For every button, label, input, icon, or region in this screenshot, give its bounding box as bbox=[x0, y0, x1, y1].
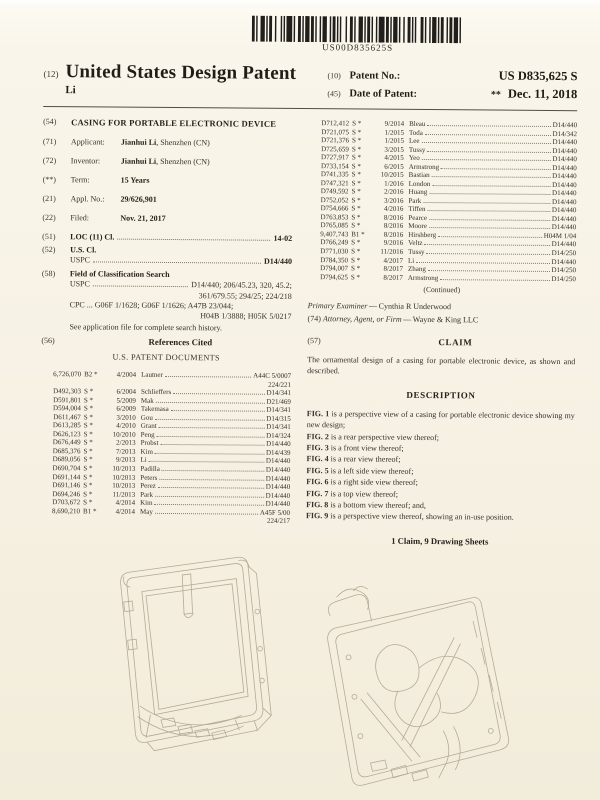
term-label: Term: bbox=[70, 175, 90, 185]
dot-leader bbox=[416, 261, 549, 263]
field-code-45: (45) bbox=[327, 89, 341, 99]
appl-no-label: Appl. No.: bbox=[70, 193, 105, 204]
inventor-label: Inventor: bbox=[70, 156, 101, 166]
reference-row: D691,144 S * 10/2013 Peters D14/440 bbox=[52, 472, 291, 483]
field-code: (**) bbox=[42, 174, 57, 184]
dot-leader bbox=[432, 176, 551, 178]
search-uspc-label: USPC bbox=[69, 279, 90, 289]
primary-examiner-label: Primary Examiner bbox=[307, 301, 368, 311]
separator: — bbox=[401, 314, 413, 324]
uspc-label: USPC bbox=[69, 255, 91, 265]
barcode-image bbox=[252, 16, 464, 44]
filed-label: Filed: bbox=[70, 212, 90, 223]
page-title: United States Design Patent bbox=[65, 61, 297, 84]
header-right bbox=[327, 63, 577, 105]
patent-no-label: Patent No.: bbox=[349, 70, 401, 82]
reference-row: D721,376 S * 1/2015 Lee D14/440 bbox=[321, 136, 577, 147]
drawing-sheet bbox=[38, 546, 574, 800]
dot-leader bbox=[155, 513, 258, 515]
reference-row: D691,146 S * 10/2013 Perez D14/440 bbox=[52, 481, 291, 491]
claim-text: The ornamental design of a casing for portable electronic device, as shown and described. bbox=[307, 355, 576, 376]
page-content bbox=[38, 8, 578, 800]
uspc-value: D14/440 bbox=[263, 257, 293, 267]
reference-row: D794,625 S * 8/2017 Armstrong D14/250 bbox=[320, 272, 576, 283]
references-continued: (Continued) bbox=[423, 285, 461, 295]
dot-leader bbox=[157, 436, 265, 438]
field-code-10: (10) bbox=[327, 71, 341, 81]
references-table-left bbox=[40, 370, 291, 526]
field-code: (21) bbox=[42, 193, 56, 203]
field-58-search bbox=[41, 269, 291, 334]
search-uspc-values-1: D14/440; 206/45.23, 320, 45.2; bbox=[191, 280, 292, 291]
dot-leader bbox=[160, 444, 264, 446]
field-52-us-cl bbox=[42, 245, 292, 268]
figure-descriptions bbox=[306, 408, 575, 524]
dot-leader bbox=[432, 185, 550, 187]
description-title: DESCRIPTION bbox=[406, 390, 476, 401]
references-cited-title: References Cited bbox=[148, 336, 213, 348]
patent-header bbox=[43, 61, 577, 105]
dot-leader bbox=[441, 168, 550, 170]
date-of-patent bbox=[439, 86, 577, 102]
dot-leader bbox=[429, 193, 550, 195]
us-cl-label: U.S. Cl. bbox=[70, 245, 97, 255]
dot-leader bbox=[425, 244, 550, 246]
dot-leader bbox=[155, 419, 264, 421]
figure-description-line: FIG. 1 is a perspective view of a casing for portable electronic device showing my new design; bbox=[306, 409, 575, 430]
appl-no-value: 29/626,901 bbox=[120, 194, 157, 204]
figure-2-rear-perspective-drawing bbox=[298, 574, 538, 800]
dot-leader bbox=[428, 270, 550, 272]
field-code: (52) bbox=[42, 244, 56, 255]
references-table-right bbox=[308, 119, 577, 283]
field-code: (22) bbox=[42, 212, 56, 222]
claims-drawing-sheets-note: 1 Claim, 9 Drawing Sheets bbox=[391, 535, 489, 547]
filed-value: Nov. 21, 2017 bbox=[120, 213, 166, 223]
figure-description-line: FIG. 9 is a perspective view thereof, showing an in-use position. bbox=[305, 511, 514, 522]
reference-row: D727,917 S * 4/2015 Yeo D14/440 bbox=[320, 153, 577, 164]
header-left bbox=[43, 61, 327, 103]
reference-row: D626,123 S * 10/2010 Peng D14/324 bbox=[52, 429, 291, 440]
inventor-name: Jianhui Li bbox=[120, 156, 157, 166]
reference-row: D690,704 S * 10/2013 Padilla D14/440 bbox=[52, 464, 291, 474]
dot-leader bbox=[149, 461, 264, 463]
dot-leader bbox=[162, 470, 264, 472]
field-56-references bbox=[41, 336, 291, 349]
invention-title: CASING FOR PORTABLE ELECTRONIC DEVICE bbox=[71, 117, 277, 129]
reference-row: D765,085 S * 8/2016 Moore D14/440 bbox=[320, 221, 577, 232]
reference-row: D794,007 S * 8/2017 Zhang D14/250 bbox=[320, 264, 576, 275]
dot-leader bbox=[421, 142, 550, 144]
search-cpc-values-2: H04B 1/3888; H05K 5/0217 bbox=[200, 311, 292, 322]
right-column bbox=[306, 119, 577, 548]
dot-leader bbox=[93, 286, 188, 288]
reference-row: D591,801 S * 5/2009 Mak D21/469 bbox=[53, 395, 291, 406]
header-divider bbox=[43, 106, 577, 111]
field-code: (51) bbox=[42, 231, 56, 241]
figure-description-line: FIG. 7 is a top view thereof; bbox=[306, 488, 399, 499]
reference-row-continuation: 224/221 bbox=[268, 380, 292, 389]
page-edge-shadow bbox=[0, 0, 9, 800]
dot-leader bbox=[171, 410, 265, 412]
us-patent-documents-title: U.S. PATENT DOCUMENTS bbox=[112, 353, 221, 363]
figure-1-perspective-drawing bbox=[80, 546, 294, 786]
field-code: (56) bbox=[41, 336, 55, 346]
search-uspc-values-2: 361/679.55; 294/25; 224/218 bbox=[198, 290, 292, 301]
dot-leader bbox=[428, 210, 550, 212]
reference-row: D492,303 S * 6/2004 Schlieffers D14/341 bbox=[53, 387, 292, 398]
separator: — bbox=[367, 301, 379, 311]
applicant-location: , Shenzhen (CN) bbox=[156, 137, 210, 148]
dot-leader bbox=[165, 376, 251, 378]
dot-leader bbox=[427, 151, 550, 153]
dot-leader bbox=[173, 393, 264, 395]
figure-description-line: FIG. 8 is a bottom view thereof; and, bbox=[306, 499, 426, 510]
field-54-title bbox=[43, 117, 293, 131]
reference-row: 6,726,070 B2 * 4/2004 Lautner A44C 5/0007 bbox=[53, 370, 292, 381]
reference-row: D747,321 S * 1/2016 London D14/440 bbox=[320, 178, 577, 189]
dot-leader bbox=[425, 134, 551, 136]
reference-row: D676,449 S * 2/2013 Probst D14/440 bbox=[52, 438, 291, 449]
figure-description-line: FIG. 4 is a rear view thereof; bbox=[306, 454, 401, 465]
dot-leader bbox=[158, 487, 264, 489]
figure-description-line: FIG. 3 is a front view thereof; bbox=[306, 443, 404, 453]
field-code-12: (12) bbox=[43, 68, 59, 80]
reference-row: D721,075 S * 1/2015 Toda D14/342 bbox=[321, 127, 578, 138]
field-code: (72) bbox=[42, 155, 57, 166]
barcode-text: US00D835625S bbox=[322, 42, 394, 53]
reference-row: D771,030 S * 11/2016 Tussy D14/250 bbox=[320, 247, 577, 258]
applicant-name: Jianhui Li bbox=[120, 137, 157, 147]
dot-leader bbox=[427, 253, 550, 255]
reference-row: D749,592 S * 2/2016 Huang D14/440 bbox=[320, 187, 577, 198]
dot-leader bbox=[159, 478, 263, 480]
field-72-inventor bbox=[43, 156, 293, 168]
search-label: Field of Classification Search bbox=[69, 268, 170, 279]
applicant-label: Applicant: bbox=[70, 137, 105, 147]
field-57-claim bbox=[307, 336, 575, 350]
reference-row: D733,154 S * 6/2015 Armstrong D14/440 bbox=[320, 161, 577, 172]
figure-description-line: FIG. 5 is a left side view thereof; bbox=[306, 465, 414, 476]
dot-leader bbox=[423, 202, 550, 204]
reference-row: D741,335 S * 10/2015 Bastian D14/440 bbox=[320, 170, 577, 181]
reference-row: D689,056 S * 9/2013 Li D14/440 bbox=[52, 455, 291, 466]
field-code: (71) bbox=[42, 137, 57, 147]
reference-row: 8,690,210 B1 * 4/2014 May A45F 5/00 bbox=[52, 506, 291, 517]
reference-row: D712,412 S * 9/2014 Bleau D14/440 bbox=[321, 119, 578, 130]
reference-row-continuation: 224/217 bbox=[266, 516, 291, 526]
figure-description-line: FIG. 6 is a right side view thereof; bbox=[306, 477, 418, 488]
search-cpc-values-1: G06F 1/1628; G06F 1/1626; A47B 23/044; bbox=[94, 300, 234, 311]
reference-row: D685,376 S * 7/2013 Kim D14/439 bbox=[52, 447, 291, 457]
dot-leader bbox=[155, 504, 264, 506]
loc-label: LOC (11) Cl. bbox=[70, 231, 115, 242]
figure-description-line: FIG. 2 is a rear perspective view thereof; bbox=[306, 431, 440, 442]
reference-row: D784,350 S * 4/2017 Li D14/440 bbox=[320, 255, 577, 266]
inventor-location: , Shenzhen (CN) bbox=[156, 156, 210, 167]
field-51-loc bbox=[42, 232, 292, 244]
reference-row: D766,249 S * 9/2016 Veltz D14/440 bbox=[320, 238, 577, 249]
term-asterisks: ** bbox=[490, 89, 501, 101]
dot-leader bbox=[440, 279, 549, 281]
field-21-appl-no bbox=[42, 194, 292, 206]
patent-number: US D835,625 S bbox=[498, 68, 578, 84]
dot-leader bbox=[422, 159, 551, 161]
dot-leader bbox=[93, 262, 261, 264]
dot-leader bbox=[427, 125, 550, 127]
attorney-name: Wayne & King LLC bbox=[412, 314, 479, 325]
field-term bbox=[43, 175, 293, 187]
dot-leader bbox=[429, 227, 550, 229]
primary-examiner-name: Cynthia R Underwood bbox=[378, 301, 452, 312]
patent-date: Dec. 11, 2018 bbox=[507, 86, 578, 102]
dot-leader bbox=[159, 427, 265, 429]
dot-leader bbox=[429, 219, 550, 221]
loc-value: 14-02 bbox=[273, 233, 293, 243]
dot-leader bbox=[117, 238, 270, 240]
reference-row: D694,246 S * 11/2013 Park D14/440 bbox=[52, 489, 291, 500]
dot-leader bbox=[155, 495, 264, 497]
search-cpc-label: CPC ... bbox=[69, 300, 93, 310]
date-of-patent-label: Date of Patent: bbox=[349, 88, 418, 100]
field-22-filed bbox=[42, 213, 292, 225]
examiner-block bbox=[308, 301, 576, 326]
reference-row: D703,672 S * 4/2014 Kim D14/440 bbox=[52, 498, 291, 509]
barcode bbox=[252, 16, 464, 54]
reference-row: D763,853 S * 8/2016 Pearce D14/440 bbox=[320, 213, 577, 224]
term-value: 15 Years bbox=[120, 175, 150, 185]
attorney-label: Attorney, Agent, or Firm bbox=[322, 314, 402, 324]
reference-row: D613,285 S * 4/2010 Grant D14/341 bbox=[52, 421, 291, 432]
reference-row: D611,467 S * 3/2010 Gou D14/315 bbox=[53, 412, 291, 423]
reference-row: D725,659 S * 3/2015 Tussy D14/440 bbox=[321, 144, 577, 155]
field-code: (57) bbox=[307, 336, 321, 346]
dot-leader bbox=[438, 236, 542, 238]
reference-row: D752,052 S * 3/2016 Park D14/440 bbox=[320, 195, 577, 206]
search-history-note: See application file for complete search history. bbox=[69, 321, 223, 333]
field-71-applicant bbox=[43, 137, 293, 149]
reference-row: D594,004 S * 6/2009 Takemasa D14/341 bbox=[53, 404, 291, 415]
reference-row: 9,407,743 B1 * 8/2016 Hirshberg H04M 1/04 bbox=[320, 230, 577, 241]
claim-title: CLAIM bbox=[438, 337, 473, 348]
field-code: (54) bbox=[43, 116, 57, 127]
field-code: (58) bbox=[41, 268, 56, 278]
field-code-74: (74) bbox=[307, 313, 321, 324]
dot-leader bbox=[155, 453, 264, 455]
page-top-highlight bbox=[0, 0, 600, 6]
reference-row: D754,666 S * 4/2016 Tiffen D14/440 bbox=[320, 204, 577, 215]
dot-leader bbox=[156, 402, 265, 404]
inventor-surname: Li bbox=[65, 84, 76, 97]
left-column bbox=[40, 117, 293, 546]
